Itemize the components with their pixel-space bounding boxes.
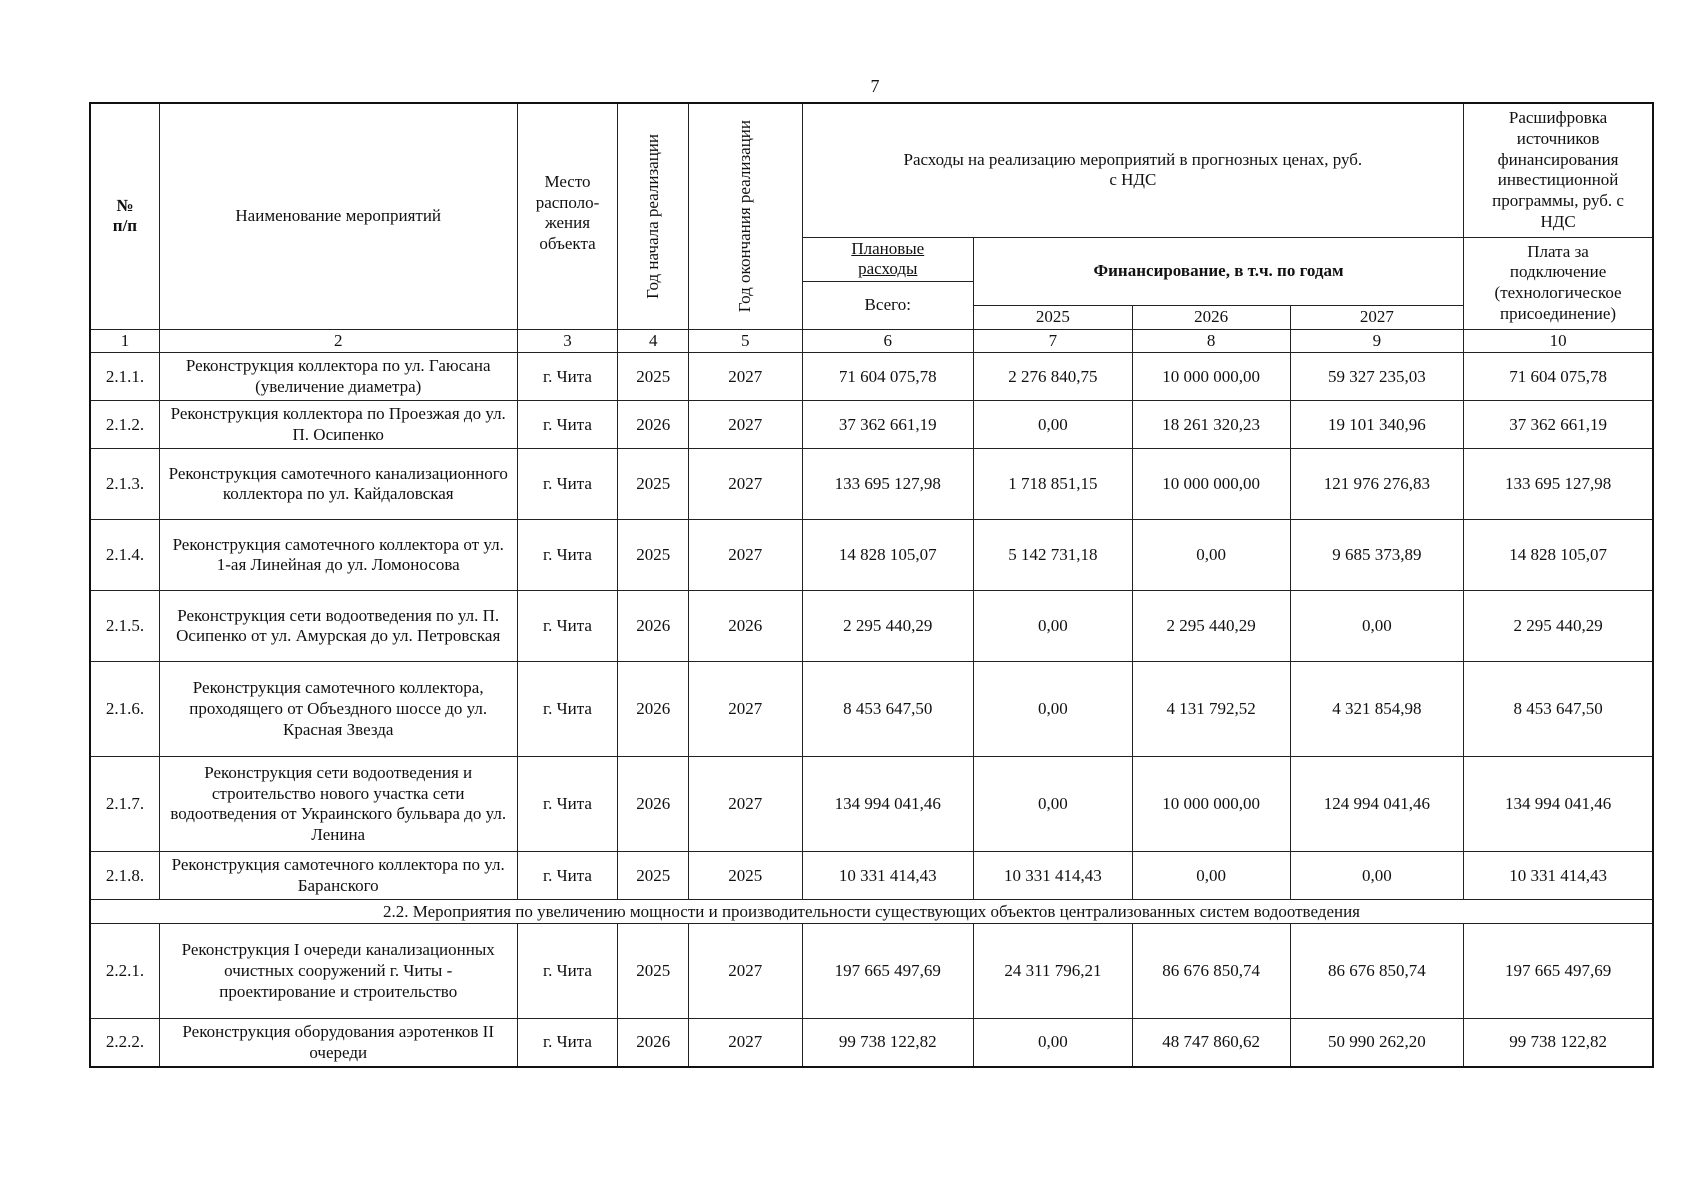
financing-2027: 86 676 850,74 (1290, 924, 1464, 1019)
col-number: 5 (688, 329, 802, 353)
col-number: 2 (159, 329, 517, 353)
total-cost: 14 828 105,07 (802, 520, 973, 591)
measure-name: Реконструкция сети водоотведения и строительство нового участка сети водоотведения от Украинского бульвара до ул. Ленина (159, 757, 517, 852)
total-cost: 197 665 497,69 (802, 924, 973, 1019)
end-year: 2027 (688, 757, 802, 852)
col-number: 9 (1290, 329, 1464, 353)
connection-fee: 133 695 127,98 (1464, 449, 1653, 520)
location: г. Чита (517, 449, 618, 520)
financing-2025: 5 142 731,18 (973, 520, 1132, 591)
start-year: 2025 (618, 449, 688, 520)
end-year: 2025 (688, 852, 802, 900)
measure-name: Реконструкция самотечного коллектора по ул. Баранского (159, 852, 517, 900)
financing-2025: 0,00 (973, 662, 1132, 757)
start-year: 2026 (618, 1019, 688, 1067)
col-number: 7 (973, 329, 1132, 353)
col-number: 10 (1464, 329, 1653, 353)
connection-fee: 2 295 440,29 (1464, 591, 1653, 662)
financing-2025: 0,00 (973, 401, 1132, 449)
header-total: Всего: (802, 281, 973, 329)
section-title: 2.2. Мероприятия по увеличению мощности и производительности существующих объектов централизованных систем водоотведения (90, 900, 1653, 924)
col-number: 3 (517, 329, 618, 353)
investment-table (89, 102, 1654, 1068)
location: г. Чита (517, 757, 618, 852)
measure-name: Реконструкция сети водоотведения по ул. П. Осипенко от ул. Амурская до ул. Петровская (159, 591, 517, 662)
connection-fee: 99 738 122,82 (1464, 1019, 1653, 1067)
row-number: 2.1.5. (90, 591, 159, 662)
financing-2026: 0,00 (1132, 520, 1290, 591)
end-year: 2027 (688, 449, 802, 520)
financing-2026: 10 000 000,00 (1132, 757, 1290, 852)
header-2026: 2026 (1132, 305, 1290, 329)
measure-name: Реконструкция коллектора по ул. Гаюсана (увеличение диаметра) (159, 353, 517, 401)
total-cost: 2 295 440,29 (802, 591, 973, 662)
table-row (90, 757, 1653, 852)
financing-2027: 59 327 235,03 (1290, 353, 1464, 401)
start-year: 2025 (618, 924, 688, 1019)
row-number: 2.1.6. (90, 662, 159, 757)
financing-2025: 24 311 796,21 (973, 924, 1132, 1019)
connection-fee: 134 994 041,46 (1464, 757, 1653, 852)
start-year: 2026 (618, 591, 688, 662)
total-cost: 99 738 122,82 (802, 1019, 973, 1067)
connection-fee: 197 665 497,69 (1464, 924, 1653, 1019)
header-name: Наименование мероприятий (159, 103, 517, 329)
financing-2026: 0,00 (1132, 852, 1290, 900)
total-cost: 134 994 041,46 (802, 757, 973, 852)
financing-2026: 10 000 000,00 (1132, 353, 1290, 401)
end-year: 2027 (688, 662, 802, 757)
financing-2025: 10 331 414,43 (973, 852, 1132, 900)
header-sources: Расшифровка источников финансирования инвестиционной программы, руб. с НДС (1464, 103, 1653, 237)
financing-2027: 0,00 (1290, 852, 1464, 900)
location: г. Чита (517, 401, 618, 449)
measure-name: Реконструкция самотечного коллектора от ул. 1-ая Линейная до ул. Ломоносова (159, 520, 517, 591)
location: г. Чита (517, 662, 618, 757)
section-row (90, 900, 1653, 924)
financing-2026: 48 747 860,62 (1132, 1019, 1290, 1067)
header-2025: 2025 (973, 305, 1132, 329)
header-year-end: Год окончания реализации (688, 103, 802, 329)
table-row (90, 353, 1653, 401)
financing-2027: 9 685 373,89 (1290, 520, 1464, 591)
financing-2025: 0,00 (973, 1019, 1132, 1067)
start-year: 2026 (618, 401, 688, 449)
header-financing: Финансирование, в т.ч. по годам (973, 237, 1463, 305)
row-number: 2.1.4. (90, 520, 159, 591)
row-number: 2.2.1. (90, 924, 159, 1019)
end-year: 2027 (688, 1019, 802, 1067)
table-row (90, 520, 1653, 591)
col-number: 8 (1132, 329, 1290, 353)
row-number: 2.1.2. (90, 401, 159, 449)
connection-fee: 10 331 414,43 (1464, 852, 1653, 900)
column-number-row (90, 329, 1653, 353)
financing-2026: 4 131 792,52 (1132, 662, 1290, 757)
row-number: 2.1.7. (90, 757, 159, 852)
location: г. Чита (517, 520, 618, 591)
row-number: 2.1.1. (90, 353, 159, 401)
measure-name: Реконструкция коллектора по Проезжая до ул. П. Осипенко (159, 401, 517, 449)
total-cost: 10 331 414,43 (802, 852, 973, 900)
col-number: 6 (802, 329, 973, 353)
location: г. Чита (517, 591, 618, 662)
start-year: 2025 (618, 520, 688, 591)
measure-name: Реконструкция оборудования аэротенков II очереди (159, 1019, 517, 1067)
page-number: 7 (870, 76, 880, 96)
total-cost: 8 453 647,50 (802, 662, 973, 757)
header-place: Место располо- жения объекта (517, 103, 618, 329)
end-year: 2026 (688, 591, 802, 662)
table-row (90, 591, 1653, 662)
total-cost: 71 604 075,78 (802, 353, 973, 401)
financing-2025: 2 276 840,75 (973, 353, 1132, 401)
measure-name: Реконструкция I очереди канализационных очистных сооружений г. Читы - проектирование и строительство (159, 924, 517, 1019)
measure-name: Реконструкция самотечного коллектора, проходящего от Объездного шоссе до ул. Красная Звезда (159, 662, 517, 757)
table-row (90, 1019, 1653, 1067)
table-row (90, 852, 1653, 900)
table-row (90, 449, 1653, 520)
header-planned: Плановые расходы (802, 237, 973, 281)
location: г. Чита (517, 924, 618, 1019)
table-row (90, 662, 1653, 757)
financing-2027: 4 321 854,98 (1290, 662, 1464, 757)
financing-2027: 124 994 041,46 (1290, 757, 1464, 852)
financing-2026: 18 261 320,23 (1132, 401, 1290, 449)
total-cost: 37 362 661,19 (802, 401, 973, 449)
location: г. Чита (517, 1019, 618, 1067)
start-year: 2025 (618, 852, 688, 900)
row-number: 2.1.8. (90, 852, 159, 900)
financing-2026: 86 676 850,74 (1132, 924, 1290, 1019)
header-num: № п/п (90, 103, 159, 329)
header-fee: Плата за подключение (технологическое присоединение) (1464, 237, 1653, 329)
financing-2025: 0,00 (973, 757, 1132, 852)
start-year: 2026 (618, 757, 688, 852)
start-year: 2025 (618, 353, 688, 401)
end-year: 2027 (688, 353, 802, 401)
location: г. Чита (517, 353, 618, 401)
end-year: 2027 (688, 924, 802, 1019)
financing-2027: 121 976 276,83 (1290, 449, 1464, 520)
measure-name: Реконструкция самотечного канализационного коллектора по ул. Кайдаловская (159, 449, 517, 520)
financing-2026: 2 295 440,29 (1132, 591, 1290, 662)
connection-fee: 71 604 075,78 (1464, 353, 1653, 401)
financing-2027: 19 101 340,96 (1290, 401, 1464, 449)
financing-2025: 0,00 (973, 591, 1132, 662)
total-cost: 133 695 127,98 (802, 449, 973, 520)
header-expenses: Расходы на реализацию мероприятий в прогнозных ценах, руб. с НДС (802, 103, 1464, 237)
end-year: 2027 (688, 520, 802, 591)
financing-2025: 1 718 851,15 (973, 449, 1132, 520)
connection-fee: 14 828 105,07 (1464, 520, 1653, 591)
table-row (90, 924, 1653, 1019)
start-year: 2026 (618, 662, 688, 757)
financing-2027: 0,00 (1290, 591, 1464, 662)
col-number: 1 (90, 329, 159, 353)
connection-fee: 37 362 661,19 (1464, 401, 1653, 449)
col-number: 4 (618, 329, 688, 353)
financing-2027: 50 990 262,20 (1290, 1019, 1464, 1067)
financing-2026: 10 000 000,00 (1132, 449, 1290, 520)
header-year-start: Год начала реализации (618, 103, 688, 329)
row-number: 2.1.3. (90, 449, 159, 520)
header-2027: 2027 (1290, 305, 1464, 329)
table-row (90, 401, 1653, 449)
location: г. Чита (517, 852, 618, 900)
end-year: 2027 (688, 401, 802, 449)
connection-fee: 8 453 647,50 (1464, 662, 1653, 757)
row-number: 2.2.2. (90, 1019, 159, 1067)
